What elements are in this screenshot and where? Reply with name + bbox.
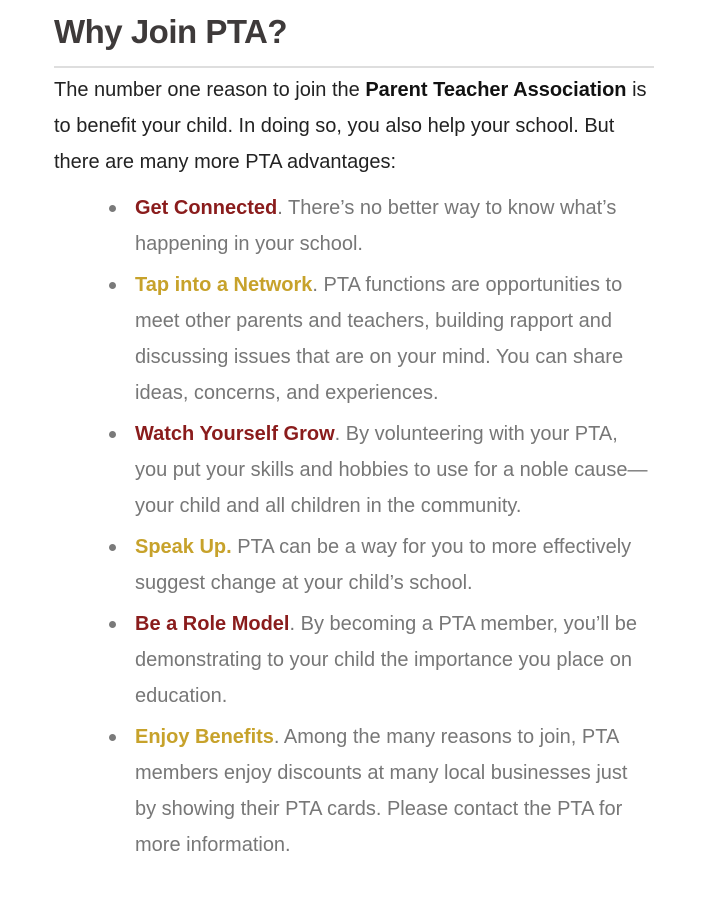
bullet-icon: [109, 621, 116, 628]
benefit-item-speak-up: [135, 529, 654, 601]
benefit-item-watch-yourself-grow: [135, 416, 654, 524]
bullet-icon: [109, 734, 116, 741]
benefit-description: . Among the many reasons to join, PTA members enjoy discounts at many local businesses just by showing their PTA cards. Please contact the PTA for more information.: [135, 726, 628, 856]
benefit-description: . By volunteering with your PTA, you put your skills and hobbies to use for a noble cause—your child and all children in the community.: [135, 423, 648, 517]
benefit-term: Watch Yourself Grow: [135, 423, 335, 445]
benefits-list: [54, 190, 654, 863]
benefit-item-be-a-role-model: [135, 606, 654, 714]
benefit-description: PTA can be a way for you to more effectively suggest change at your child’s school.: [135, 536, 632, 594]
bullet-icon: [109, 544, 116, 551]
benefit-description: . There’s no better way to know what’s happening in your school.: [135, 197, 617, 255]
benefit-item-enjoy-benefits: [135, 719, 654, 863]
benefit-term: Get Connected: [135, 197, 278, 219]
benefit-term: Be a Role Model: [135, 613, 290, 635]
intro-paragraph: [54, 72, 654, 180]
benefit-item-get-connected: [135, 190, 654, 262]
intro-text-after: is to benefit your child. In doing so, you also help your school. But there are many more PTA advantages:: [54, 79, 647, 173]
intro-text-before: The number one reason to join the: [54, 79, 366, 101]
benefit-item-tap-into-network: [135, 267, 654, 411]
intro-emphasis: Parent Teacher Association: [365, 79, 627, 101]
title-divider: [54, 66, 654, 68]
bullet-icon: [109, 205, 116, 212]
benefit-description: . PTA functions are opportunities to meet other parents and teachers, building rapport and discussing issues that are on your mind. You can share ideas, concerns, and experiences.: [135, 274, 624, 404]
benefit-description: . By becoming a PTA member, you’ll be demonstrating to your child the importance you place on education.: [135, 613, 638, 707]
benefit-term: Speak Up.: [135, 536, 232, 558]
benefit-term: Enjoy Benefits: [135, 726, 274, 748]
benefit-term: Tap into a Network: [135, 274, 313, 296]
bullet-icon: [109, 431, 116, 438]
bullet-icon: [109, 282, 116, 289]
page-title: Why Join PTA?: [54, 13, 288, 50]
